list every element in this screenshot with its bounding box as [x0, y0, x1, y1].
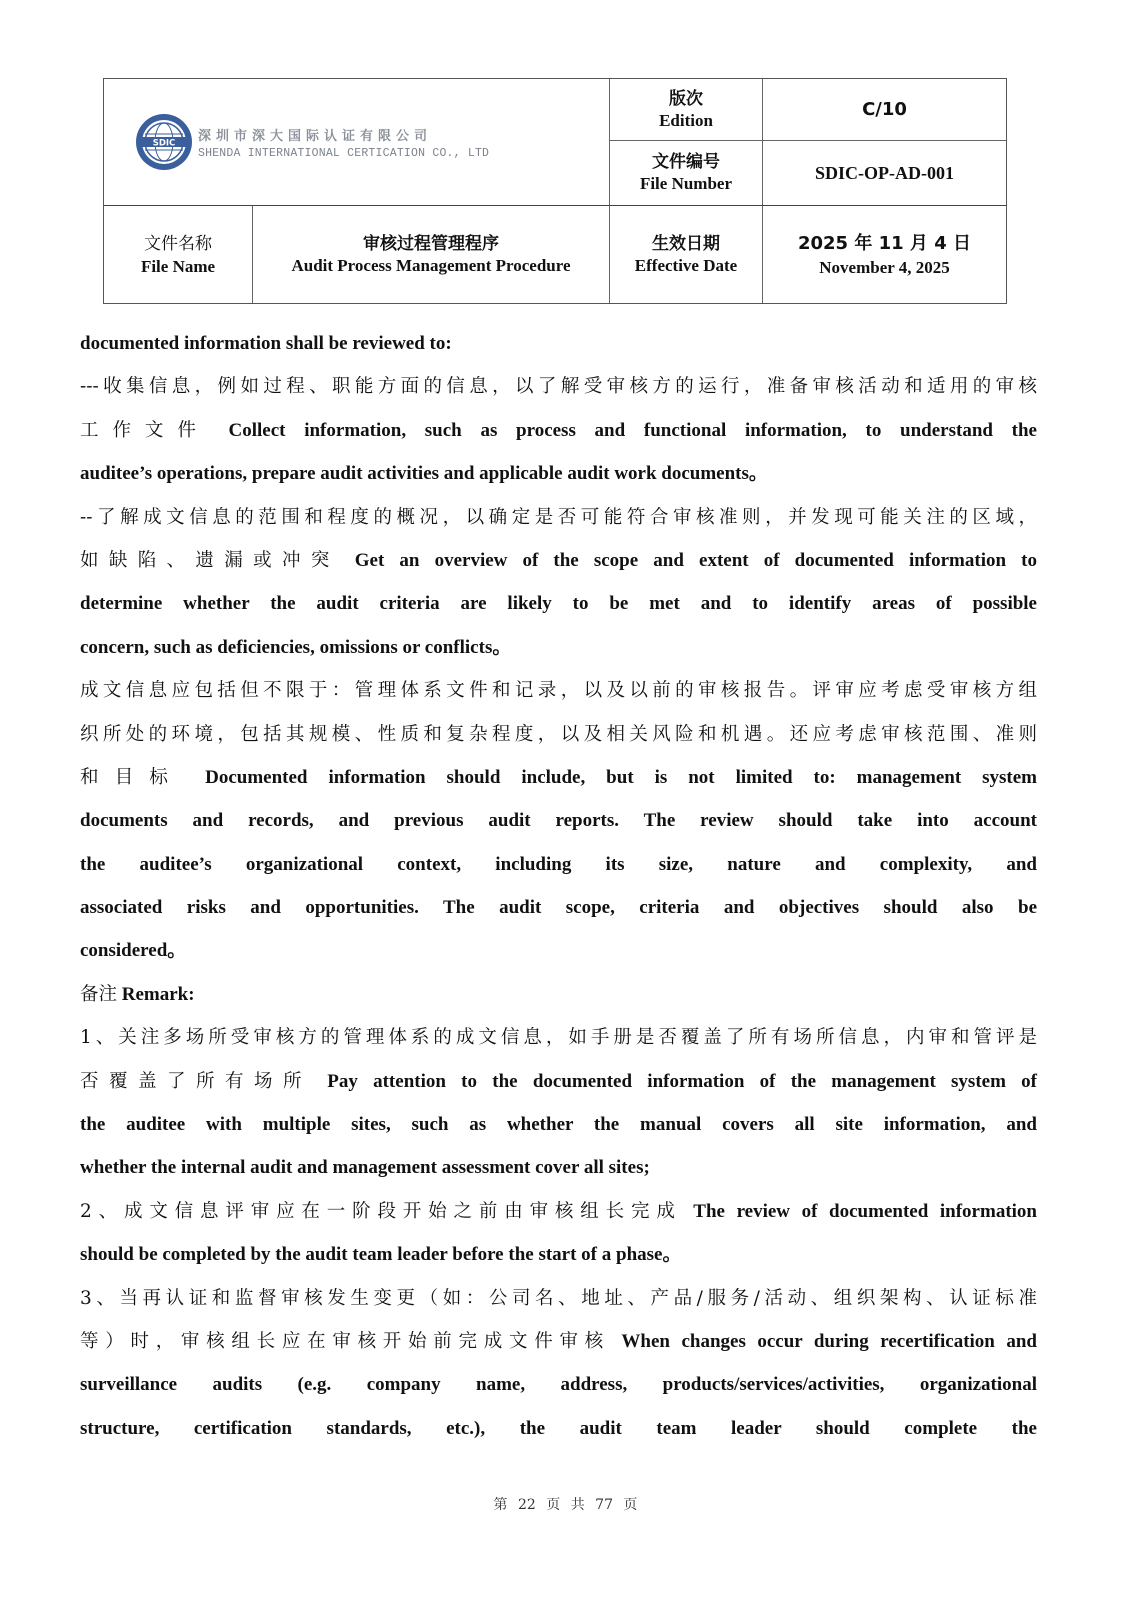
company-logo-block	[104, 79, 609, 205]
company-name-cn: 深圳市深大国际认证有限公司	[198, 128, 433, 144]
body-line-cn-text: 成文信息应包括但不限于：管理体系文件和记录，以及以前的审核报告。评审应考虑受审核方组	[80, 680, 1037, 702]
body-line	[80, 539, 1037, 582]
effective-date-label-en: Effective Date	[634, 255, 738, 275]
body-line	[80, 843, 1037, 886]
body-line	[80, 973, 1037, 1016]
body-line-en-text: Remark:	[117, 983, 195, 1005]
body-line	[80, 1103, 1037, 1146]
body-line	[80, 582, 1037, 625]
logo-text: SDIC	[152, 138, 176, 149]
body-line-en-text: Get an overview of the scope and extent of documented information to	[339, 549, 1037, 571]
body-line-en-text: Pay attention to the documented information of the management system of	[312, 1070, 1037, 1092]
body-line	[80, 1190, 1037, 1233]
file-name-value-cn: 审核过程管理程序	[363, 233, 499, 254]
body-line-en-text: the auditee with multiple sites, such as whether the manual covers all site information, and	[80, 1114, 1037, 1136]
file-name-value	[253, 206, 609, 303]
body-line	[80, 1407, 1037, 1450]
file-name-value-en: Audit Process Management Procedure	[291, 255, 571, 275]
body-line-en-text: surveillance audits (e.g. company name, address, products/services/activities, organizational	[80, 1374, 1037, 1396]
body-line	[80, 322, 1037, 365]
body-line	[80, 1320, 1037, 1363]
effective-date-value-cn: 2025 年 11 月 4 日	[797, 232, 971, 254]
body-line	[80, 1233, 1037, 1276]
file-name-label-cn: 文件名称	[144, 233, 212, 254]
body-line	[80, 886, 1037, 929]
company-logo-icon	[134, 112, 194, 172]
body-line-en-text: whether the internal audit and management assessment cover all sites;	[80, 1157, 650, 1179]
body-line	[80, 626, 1037, 669]
body-line-cn-text: 3、当再认证和监督审核发生变更（如：公司名、地址、产品/服务/活动、组织架构、认证标准	[80, 1287, 1037, 1309]
body-line-cn-text: ---收集信息，例如过程、职能方面的信息，以了解受审核方的运行，准备审核活动和适用的审核	[80, 376, 1037, 398]
body-line-cn-text: 备注	[80, 983, 118, 1005]
edition-value	[763, 79, 1006, 140]
body-line-cn-text: 如缺陷、遗漏或冲突	[80, 549, 340, 571]
file-name-label-en: File Name	[140, 256, 216, 276]
document-header-table	[103, 78, 1007, 304]
body-line	[80, 756, 1037, 799]
body-line	[80, 1146, 1037, 1189]
file-number-value-text: SDIC-OP-AD-001	[815, 162, 954, 183]
body-line-en-text: determine whether the audit criteria are likely to be met and to identify areas of possible	[80, 593, 1037, 615]
document-body	[80, 322, 1037, 1450]
body-line	[80, 929, 1037, 972]
body-line-cn-text: 工作文件	[80, 419, 210, 441]
file-number-value	[763, 141, 1006, 205]
body-line-en-text: the auditee’s organizational context, including its size, nature and complexity, and	[80, 853, 1037, 875]
body-line-cn-text: 等）时，审核组长应在审核开始前完成文件审核	[80, 1330, 610, 1352]
body-line-en-text: Collect information, such as process and functional information, to understand the	[209, 419, 1037, 441]
company-name-en: SHENDA INTERNATIONAL CERTICATION CO., LTD	[198, 146, 490, 160]
body-line-en-text: The review of documented information	[681, 1200, 1037, 1222]
body-line	[80, 713, 1037, 756]
file-number-label-en: File Number	[639, 174, 733, 193]
body-line-en-text: auditee’s operations, prepare audit activities and applicable audit work documents。	[80, 463, 768, 485]
body-line-en-text: Documented information should include, but is not limited to: management system	[184, 766, 1037, 788]
body-line-cn-text: 织所处的环境，包括其规模、性质和复杂程度，以及相关风险和机遇。还应考虑审核范围、准则	[80, 723, 1037, 745]
body-line-cn-text: 否覆盖了所有场所	[80, 1070, 312, 1092]
file-number-label-cn: 文件编号	[652, 152, 720, 172]
effective-date-label	[610, 206, 762, 303]
body-line-en-text: associated risks and opportunities. The audit scope, criteria and objectives should also be	[80, 897, 1037, 919]
body-line	[80, 799, 1037, 842]
body-line-en-text: documents and records, and previous audit reports. The review should take into account	[80, 810, 1037, 832]
effective-date-label-cn: 生效日期	[652, 233, 720, 254]
body-line	[80, 1277, 1037, 1320]
edition-label-cn: 版次	[669, 88, 703, 109]
body-line	[80, 1363, 1037, 1406]
effective-date-value-en: November 4, 2025	[819, 257, 950, 277]
body-line-cn-text: 1、关注多场所受审核方的管理体系的成文信息，如手册是否覆盖了所有场所信息，内审和管评是	[80, 1027, 1037, 1049]
body-line	[80, 452, 1037, 495]
edition-label	[610, 79, 762, 140]
body-line	[80, 365, 1037, 408]
body-line-en-text: concern, such as deficiencies, omissions or conflicts。	[80, 636, 512, 658]
edition-label-en: Edition	[659, 110, 713, 130]
body-line-en-text: documented information shall be reviewed to:	[80, 333, 452, 354]
body-line-cn-text: --了解成文信息的范围和程度的概况，以确定是否可能符合审核准则，并发现可能关注的区域，	[80, 506, 1037, 528]
file-name-label	[104, 206, 252, 303]
body-line	[80, 496, 1037, 539]
page-number: 第 22 页 共 77 页	[493, 1497, 638, 1513]
body-line-en-text: considered。	[80, 940, 187, 962]
body-line	[80, 1060, 1037, 1103]
body-line-en-text: structure, certification standards, etc.), the audit team leader should complete the	[80, 1417, 1037, 1439]
effective-date-value	[763, 206, 1006, 303]
body-line-cn-text: 和目标	[80, 766, 185, 788]
body-line	[80, 669, 1037, 712]
body-line	[80, 1016, 1037, 1059]
body-line-cn-text: 2、成文信息评审应在一阶段开始之前由审核组长完成	[80, 1200, 682, 1222]
file-number-label	[610, 141, 762, 205]
body-line-en-text: When changes occur during recertification and	[609, 1330, 1037, 1352]
body-line	[80, 409, 1037, 452]
edition-value-text: C/10	[862, 99, 907, 120]
body-line-en-text: should be completed by the audit team leader before the start of a phase。	[80, 1244, 682, 1266]
